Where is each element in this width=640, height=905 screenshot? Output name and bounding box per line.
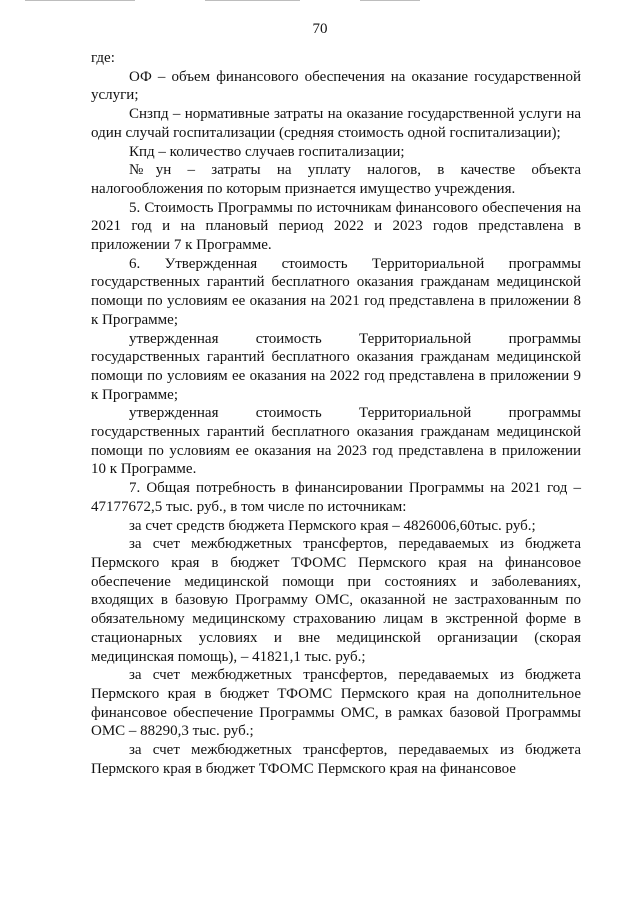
paragraph-item-5: 5. Стоимость Программы по источникам финансового обеспечения на 2021 год и на плановый период 2022 и 2023 годов представлена в приложении 7 к Программе. bbox=[91, 199, 581, 254]
paragraph-of-definition: ОФ – объем финансового обеспечения на оказание государственной услуги; bbox=[91, 68, 581, 104]
paragraph-snzpd-definition: Снзпд – нормативные затраты на оказание государственной услуги на один случай госпитализации (средняя стоимость одной госпитализации); bbox=[91, 106, 581, 141]
paragraph-item-7: 7. Общая потребность в финансировании Программы на 2021 год – 47177672,5 тыс. руб., в том числе по источникам: bbox=[91, 480, 581, 515]
scan-edge-line bbox=[25, 0, 135, 1]
paragraph-source-transfers-financial: за счет межбюджетных трансфертов, передаваемых из бюджета Пермского края в бюджет ТФОМС Пермского края на финансовое bbox=[91, 742, 581, 777]
paragraph-source-regional-budget: за счет средств бюджета Пермского края – 4826006,60тыс. руб.; bbox=[129, 517, 536, 534]
paragraph-cost-2023: утвержденная стоимость Территориальной программы государственных гарантий бесплатного оказания гражданам медицинской помощи по условиям ее оказания на 2023 год представлена в приложении 10 к Программе. bbox=[91, 405, 581, 478]
page-number: 70 bbox=[312, 21, 328, 37]
paragraph-cost-2022: утвержденная стоимость Территориальной программы государственных гарантий бесплатного оказания гражданам медицинской помощи по условиям ее оказания на 2022 год представлена в приложении 9 к Программе; bbox=[91, 330, 581, 403]
paragraph-source-transfers-emergency: за счет межбюджетных трансфертов, передаваемых из бюджета Пермского края в бюджет ТФОМС Пермского края на финансовое обеспечение медицинской помощи при состояниях и заболеваниях, входящих в базовую Программу ОМС, оказанной не застрахованным по обязательному медицинскому страхованию лицам в экстренной форме в стационарных условиях и вне медицинской организации (скорая медицинская помощь), – 41821,1 тыс. руб.; bbox=[91, 536, 581, 665]
paragraph-source-transfers-additional: за счет межбюджетных трансфертов, передаваемых из бюджета Пермского края в бюджет ТФОМС Пермского края на дополнительное финансовое обеспечение Программы ОМС, в рамках базовой Программы ОМС – 88290,3 тыс. руб.; bbox=[91, 667, 581, 740]
paragraph-where: где: bbox=[91, 50, 115, 66]
scan-edge-line bbox=[360, 0, 420, 1]
paragraph-kpd-definition: Кпд – количество случаев госпитализации; bbox=[129, 143, 405, 160]
document-body bbox=[91, 49, 581, 778]
paragraph-taxes-definition: №ун – затраты на уплату налогов, в качестве объекта налогообложения по которым признается имущество учреждения. bbox=[91, 162, 581, 197]
scan-edge-line bbox=[205, 0, 300, 1]
paragraph-item-6: 6. Утвержденная стоимость Территориальной программы государственных гарантий бесплатного оказания гражданам медицинской помощи по условиям ее оказания на 2021 год представлена в приложении 8 к Программе; bbox=[91, 255, 581, 328]
